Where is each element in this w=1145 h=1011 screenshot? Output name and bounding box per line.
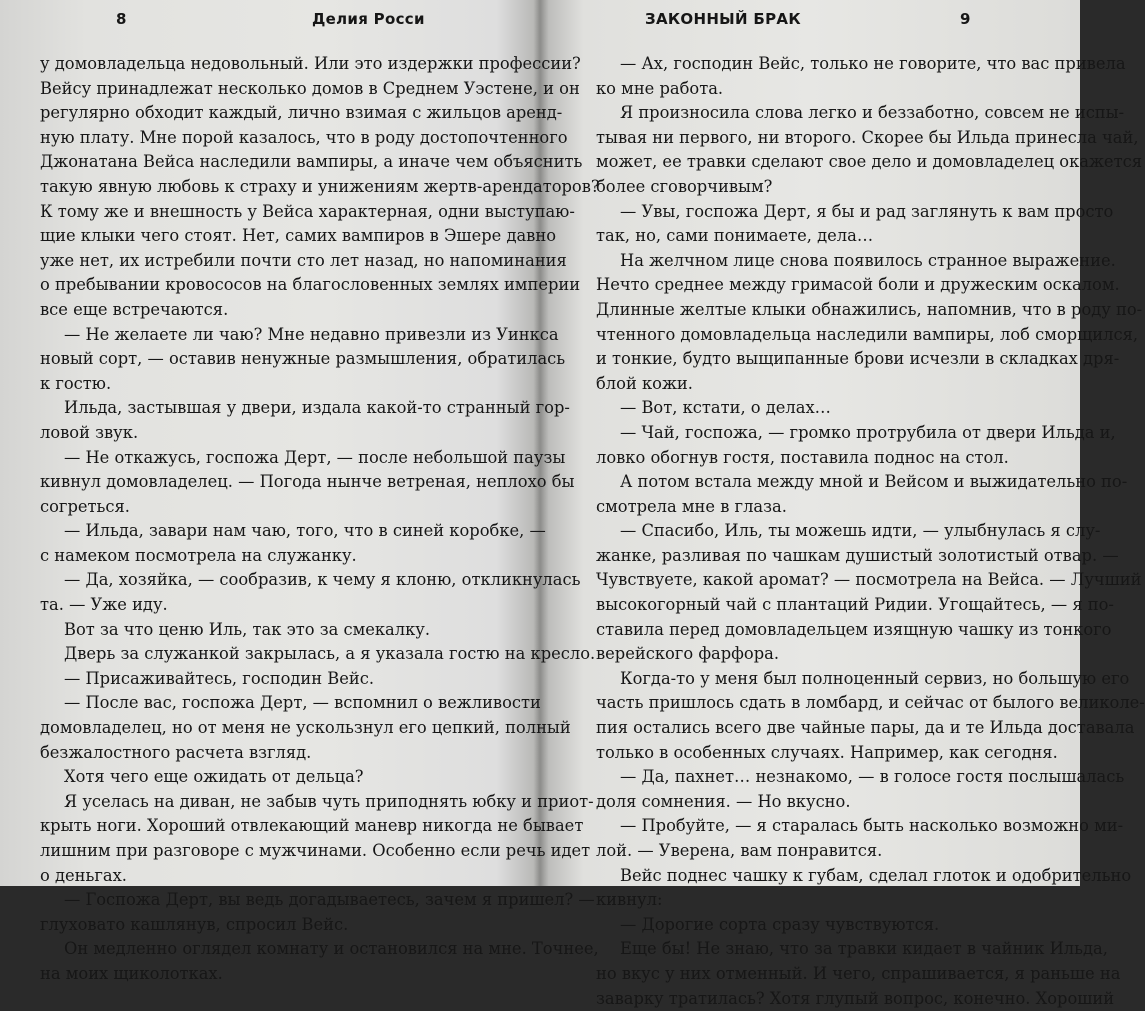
text-line: Он медленно оглядел комнату и остановился на мне. Точнее, [64,939,599,959]
text-line: — Да, пахнет… незнакомо, — в голосе гостя послышалась [620,767,1125,787]
text-line: регулярно обходит каждый, лично взимая с жильцов аренд- [40,103,563,123]
text-line: — Да, хозяйка, — сообразив, к чему я клоню, откликнулась [64,570,581,590]
text-line: такую явную любовь к страху и унижениям жертв-арендаторов? [40,176,600,196]
text-line: — Не желаете ли чаю? Мне недавно привезли из Уинкса [64,324,559,344]
text-line: А потом встала между мной и Вейсом и выжидательно по- [620,472,1128,492]
text-line: может, ее травки сделают свое дело и домовладелец окажется [596,152,1142,172]
text-line: ловко обогнув гостя, поставила поднос на стол. [596,447,1009,467]
text-line: все еще встречаются. [40,299,229,319]
text-line: — Дорогие сорта сразу чувствуются. [620,914,940,934]
running-title-author: Делия Росси [312,10,425,28]
text-line: Я уселась на диван, не забыв чуть приподнять юбку и приот- [64,791,594,811]
text-line: Вот за что ценю Иль, так это за смекалку. [64,619,431,639]
text-line: — Ильда, завари нам чаю, того, что в синей коробке, — [64,521,546,541]
page-number: 9 [960,10,971,28]
text-line: Дверь за служанкой закрылась, а я указала гостю на кресло. [64,644,596,664]
text-line: Хотя чего еще ожидать от дельца? [64,767,364,787]
text-line: — Спасибо, Иль, ты можешь идти, — улыбнулась я слу- [620,521,1101,541]
running-title-book: ЗАКОННЫЙ БРАК [645,10,801,28]
text-line: только в особенных случаях. Например, как сегодня. [596,742,1058,762]
text-line: пия остались всего две чайные пары, да и те Ильда доставала [596,718,1135,738]
text-line: Длинные желтые клыки обнажились, напомнив, что в роду по- [596,299,1143,319]
text-line: Вейс поднес чашку к губам, сделал глоток и одобрительно [620,865,1132,885]
left-page-text [40,52,600,987]
text-line: лой. — Уверена, вам понравится. [596,841,883,860]
text-line: ко мне работа. [596,78,724,98]
right-page [540,0,1145,1008]
text-line: К тому же и внешность у Вейса характерная, одни выступаю- [40,201,575,221]
text-line: — Госпожа Дерт, вы ведь догадываетесь, зачем я пришел? — [64,890,595,910]
text-line: домовладелец, но от меня не ускользнул его цепкий, полный [40,718,571,738]
text-line: ловой звук. [40,422,139,442]
text-line: — Не откажусь, госпожа Дерт, — после небольшой паузы [64,447,566,467]
text-line: — Увы, госпожа Дерт, я бы и рад заглянуть к вам просто [620,201,1114,221]
text-line: к гостю. [40,373,112,393]
text-line: — После вас, госпожа Дерт, — вспомнил о вежливости [64,693,541,713]
text-line: согреться. [40,496,130,516]
text-line: лишним при разговоре с мужчинами. Особенно если речь идет [40,841,591,860]
text-line: — Присаживайтесь, господин Вейс. [64,668,375,688]
text-line: — Пробуйте, — я старалась быть насколько возможно ми- [620,816,1124,836]
text-line: та. — Уже иду. [40,595,168,615]
text-line: на моих щиколотках. [40,963,223,983]
text-line: На желчном лице снова появилось странное выражение. [620,250,1116,270]
text-line: и тонкие, будто выщипанные брови исчезли в складках дря- [596,349,1120,369]
text-line: ставила перед домовладельцем изящную чашку из тонкого [596,619,1112,639]
text-line: так, но, сами понимаете, дела… [596,226,874,246]
text-line: кивнул: [596,890,663,910]
text-line: Нечто среднее между гримасой боли и дружеским оскалом. [596,275,1120,295]
text-line: о деньгах. [40,865,127,885]
text-line: тывая ни первого, ни второго. Скорее бы Ильда принесла чай, [596,127,1139,147]
text-line: блой кожи. [596,373,693,393]
text-line: жанке, разливая по чашкам душистый золотистый отвар. — [596,545,1119,565]
text-line: безжалостного расчета взгляд. [40,742,312,762]
text-line: Вейсу принадлежат несколько домов в Среднем Уэстене, и он [40,78,580,98]
text-line: с намеком посмотрела на служанку. [40,545,357,565]
text-line: крыть ноги. Хороший отвлекающий маневр никогда не бывает [40,816,584,836]
text-line: чтенного домовладельца наследили вампиры, лоб сморщился, [596,324,1139,344]
text-line: уже нет, их истребили почти сто лет назад, но напоминания [40,250,567,270]
text-line: Я произносила слова легко и беззаботно, совсем не испы- [620,103,1125,123]
text-line: смотрела мне в глаза. [596,496,787,516]
text-line: Ильда, застывшая у двери, издала какой-то странный гор- [64,398,570,418]
text-line: — Чай, госпожа, — громко протрубила от двери Ильда и, [620,422,1116,442]
text-line: кивнул домовладелец. — Погода нынче ветреная, неплохо бы [40,472,575,492]
text-line: о пребывании кровососов на благословенных землях империи [40,275,581,295]
text-line: более сговорчивым? [596,176,773,196]
text-line: часть пришлось сдать в ломбард, и сейчас от былого великоле- [596,693,1145,713]
text-line: верейского фарфора. [596,644,780,664]
text-line: высокогорный чай с плантаций Ридии. Угощайтесь, — я по- [596,595,1114,615]
text-line: заварку тратилась? Хотя глупый вопрос, конечно. Хороший [596,988,1115,1008]
text-line: Чувствуете, какой аромат? — посмотрела на Вейса. — Лучший [596,570,1142,590]
text-line: — Ах, господин Вейс, только не говорите, что вас привела [620,54,1126,73]
text-line: доля сомнения. — Но вкусно. [596,791,851,811]
text-line: Когда-то у меня был полноценный сервиз, но большую его [620,668,1130,688]
page-number: 8 [116,10,127,28]
right-page-text [596,52,1145,1011]
text-line: но вкус у них отменный. И чего, спрашивается, я раньше на [596,963,1121,983]
text-line: ную плату. Мне порой казалось, что в роду достопочтенного [40,127,568,147]
text-line: — Вот, кстати, о делах… [620,398,831,418]
text-line: у домовладельца недовольный. Или это издержки профессии? [40,54,581,73]
text-line: Джонатана Вейса наследили вампиры, а иначе чем объяснить [40,152,583,172]
text-line: новый сорт, — оставив ненужные размышления, обратилась [40,349,566,369]
text-line: Еще бы! Не знаю, что за травки кидает в чайник Ильда, [620,939,1108,959]
text-line: щие клыки чего стоят. Нет, самих вампиров в Эшере давно [40,226,556,246]
text-line: глуховато кашлянув, спросил Вейс. [40,914,349,934]
